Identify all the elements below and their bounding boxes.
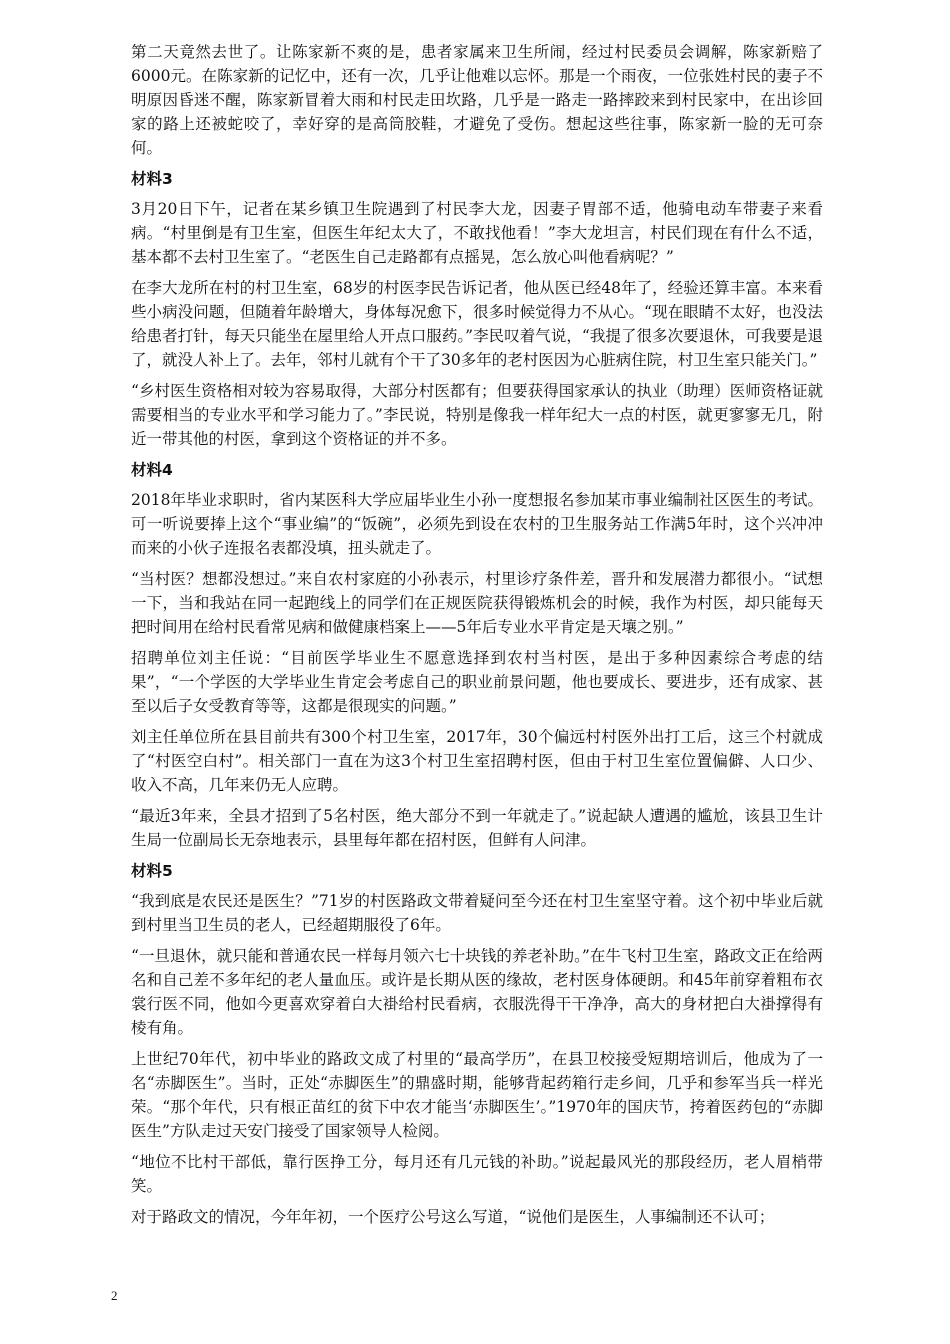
paragraph: “地位不比村干部低，靠行医挣工分，每月还有几元钱的补助。”说起最风光的那段经历，老人眉梢带笑。: [131, 1153, 823, 1195]
paragraph: “最近3年来，全县才招到了5名村医，绝大部分不到一年就走了。”说起缺人遭遇的尴尬，该县卫生计生局一位副局长无奈地表示，县里每年都在招村医，但鲜有人问津。: [131, 807, 823, 849]
material-5-heading: 材料5: [131, 862, 173, 880]
paragraph: 招聘单位刘主任说：“目前医学毕业生不愿意选择到农村当村医，是出于多种因素综合考虑的结果”，“一个学医的大学毕业生肯定会考虑自己的职业前景问题，他也要成长、要进步，还有成家、甚至以后子女受教育等等，这都是很现实的问题。”: [131, 649, 823, 715]
paragraph: 对于路政文的情况，今年年初，一个医疗公号这么写道，“说他们是医生，人事编制还不认可；: [131, 1208, 775, 1226]
paragraph: “乡村医生资格相对较为容易取得，大部分村医都有；但要获得国家承认的执业（助理）医师资格证就需要相当的专业水平和学习能力了。”李民说，特别是像我一样年纪大一点的村医，就更寥寥无几，附近一带其他的村医，拿到这个资格证的并不多。: [131, 382, 823, 448]
paragraph: “我到底是农民还是医生？”71岁的村医路政文带着疑问至今还在村卫生室坚守着。这个初中毕业后就到村里当卫生员的老人，已经超期服役了6年。: [131, 892, 823, 934]
material-3-heading: 材料3: [131, 170, 173, 188]
material-4-heading: 材料4: [131, 461, 173, 479]
document-body: [131, 40, 823, 1236]
opening-paragraph: 第二天竟然去世了。让陈家新不爽的是，患者家属来卫生所闹，经过村民委员会调解，陈家新赔了6000元。在陈家新的记忆中，还有一次，几乎让他难以忘怀。那是一个雨夜，一位张姓村民的妻子不明原因昏迷不醒，陈家新冒着大雨和村民走田坎路，几乎是一路走一路摔跤来到村民家中，在出诊回家的路上还被蛇咬了，幸好穿的是高筒胶鞋，才避免了受伤。想起这些往事，陈家新一脸的无可奈何。: [131, 43, 823, 157]
paragraph: 上世纪70年代，初中毕业的路政文成了村里的“最高学历”，在县卫校接受短期培训后，他成为了一名“赤脚医生”。当时，正处“赤脚医生”的鼎盛时期，能够背起药箱行走乡间，几乎和参军当兵一样光荣。“那个年代，只有根正苗红的贫下中农才能当‘赤脚医生’。”1970年的国庆节，挎着医药包的“赤脚医生”方队走过天安门接受了国家领导人检阅。: [131, 1050, 823, 1140]
paragraph: 3月20日下午，记者在某乡镇卫生院遇到了村民李大龙，因妻子胃部不适，他骑电动车带妻子来看病。“村里倒是有卫生室，但医生年纪太大了，不敢找他看！”李大龙坦言，村民们现在有什么不适，基本都不去村卫生室了。“老医生自己走路都有点摇晃，怎么放心叫他看病呢？”: [131, 200, 823, 266]
paragraph: 2018年毕业求职时，省内某医科大学应届毕业生小孙一度想报名参加某市事业编制社区医生的考试。可一听说要捧上这个“事业编”的“饭碗”，必须先到设在农村的卫生服务站工作满5年时，这个兴冲冲而来的小伙子连报名表都没填，扭头就走了。: [131, 491, 823, 557]
paragraph: 在李大龙所在村的村卫生室，68岁的村医李民告诉记者，他从医已经48年了，经验还算丰富。本来看些小病没问题，但随着年龄增大，身体每况愈下，很多时候觉得力不从心。“现在眼睛不太好，也没法给患者打针，每天只能坐在屋里给人开点口服药。”李民叹着气说，“我提了很多次要退休，可我要是退了，就没人补上了。去年，邻村儿就有个干了30多年的老村医因为心脏病住院，村卫生室只能关门。”: [131, 279, 823, 369]
paragraph: 刘主任单位所在县目前共有300个村卫生室，2017年，30个偏远村村医外出打工后，这三个村就成了“村医空白村”。相关部门一直在为这3个村卫生室招聘村医，但由于村卫生室位置偏僻、人口少、收入不高，几年来仍无人应聘。: [131, 728, 823, 794]
paragraph: “一旦退休，就只能和普通农民一样每月领六七十块钱的养老补助。”在牛飞村卫生室，路政文正在给两名和自己差不多年纪的老人量血压。或许是长期从医的缘故，老村医身体硬朗。和45年前穿着粗布衣裳行医不同，他如今更喜欢穿着白大褂给村民看病，衣服洗得干干净净，高大的身材把白大褂撑得有棱有角。: [131, 947, 823, 1037]
paragraph: “当村医？想都没想过。”来自农村家庭的小孙表示，村里诊疗条件差，晋升和发展潜力都很小。“试想一下，当和我站在同一起跑线上的同学们在正规医院获得锻炼机会的时候，我作为村医，却只能每天把时间用在给村民看常见病和做健康档案上——5年后专业水平肯定是天壤之别。”: [131, 570, 823, 636]
page-number: 2: [111, 1288, 118, 1303]
